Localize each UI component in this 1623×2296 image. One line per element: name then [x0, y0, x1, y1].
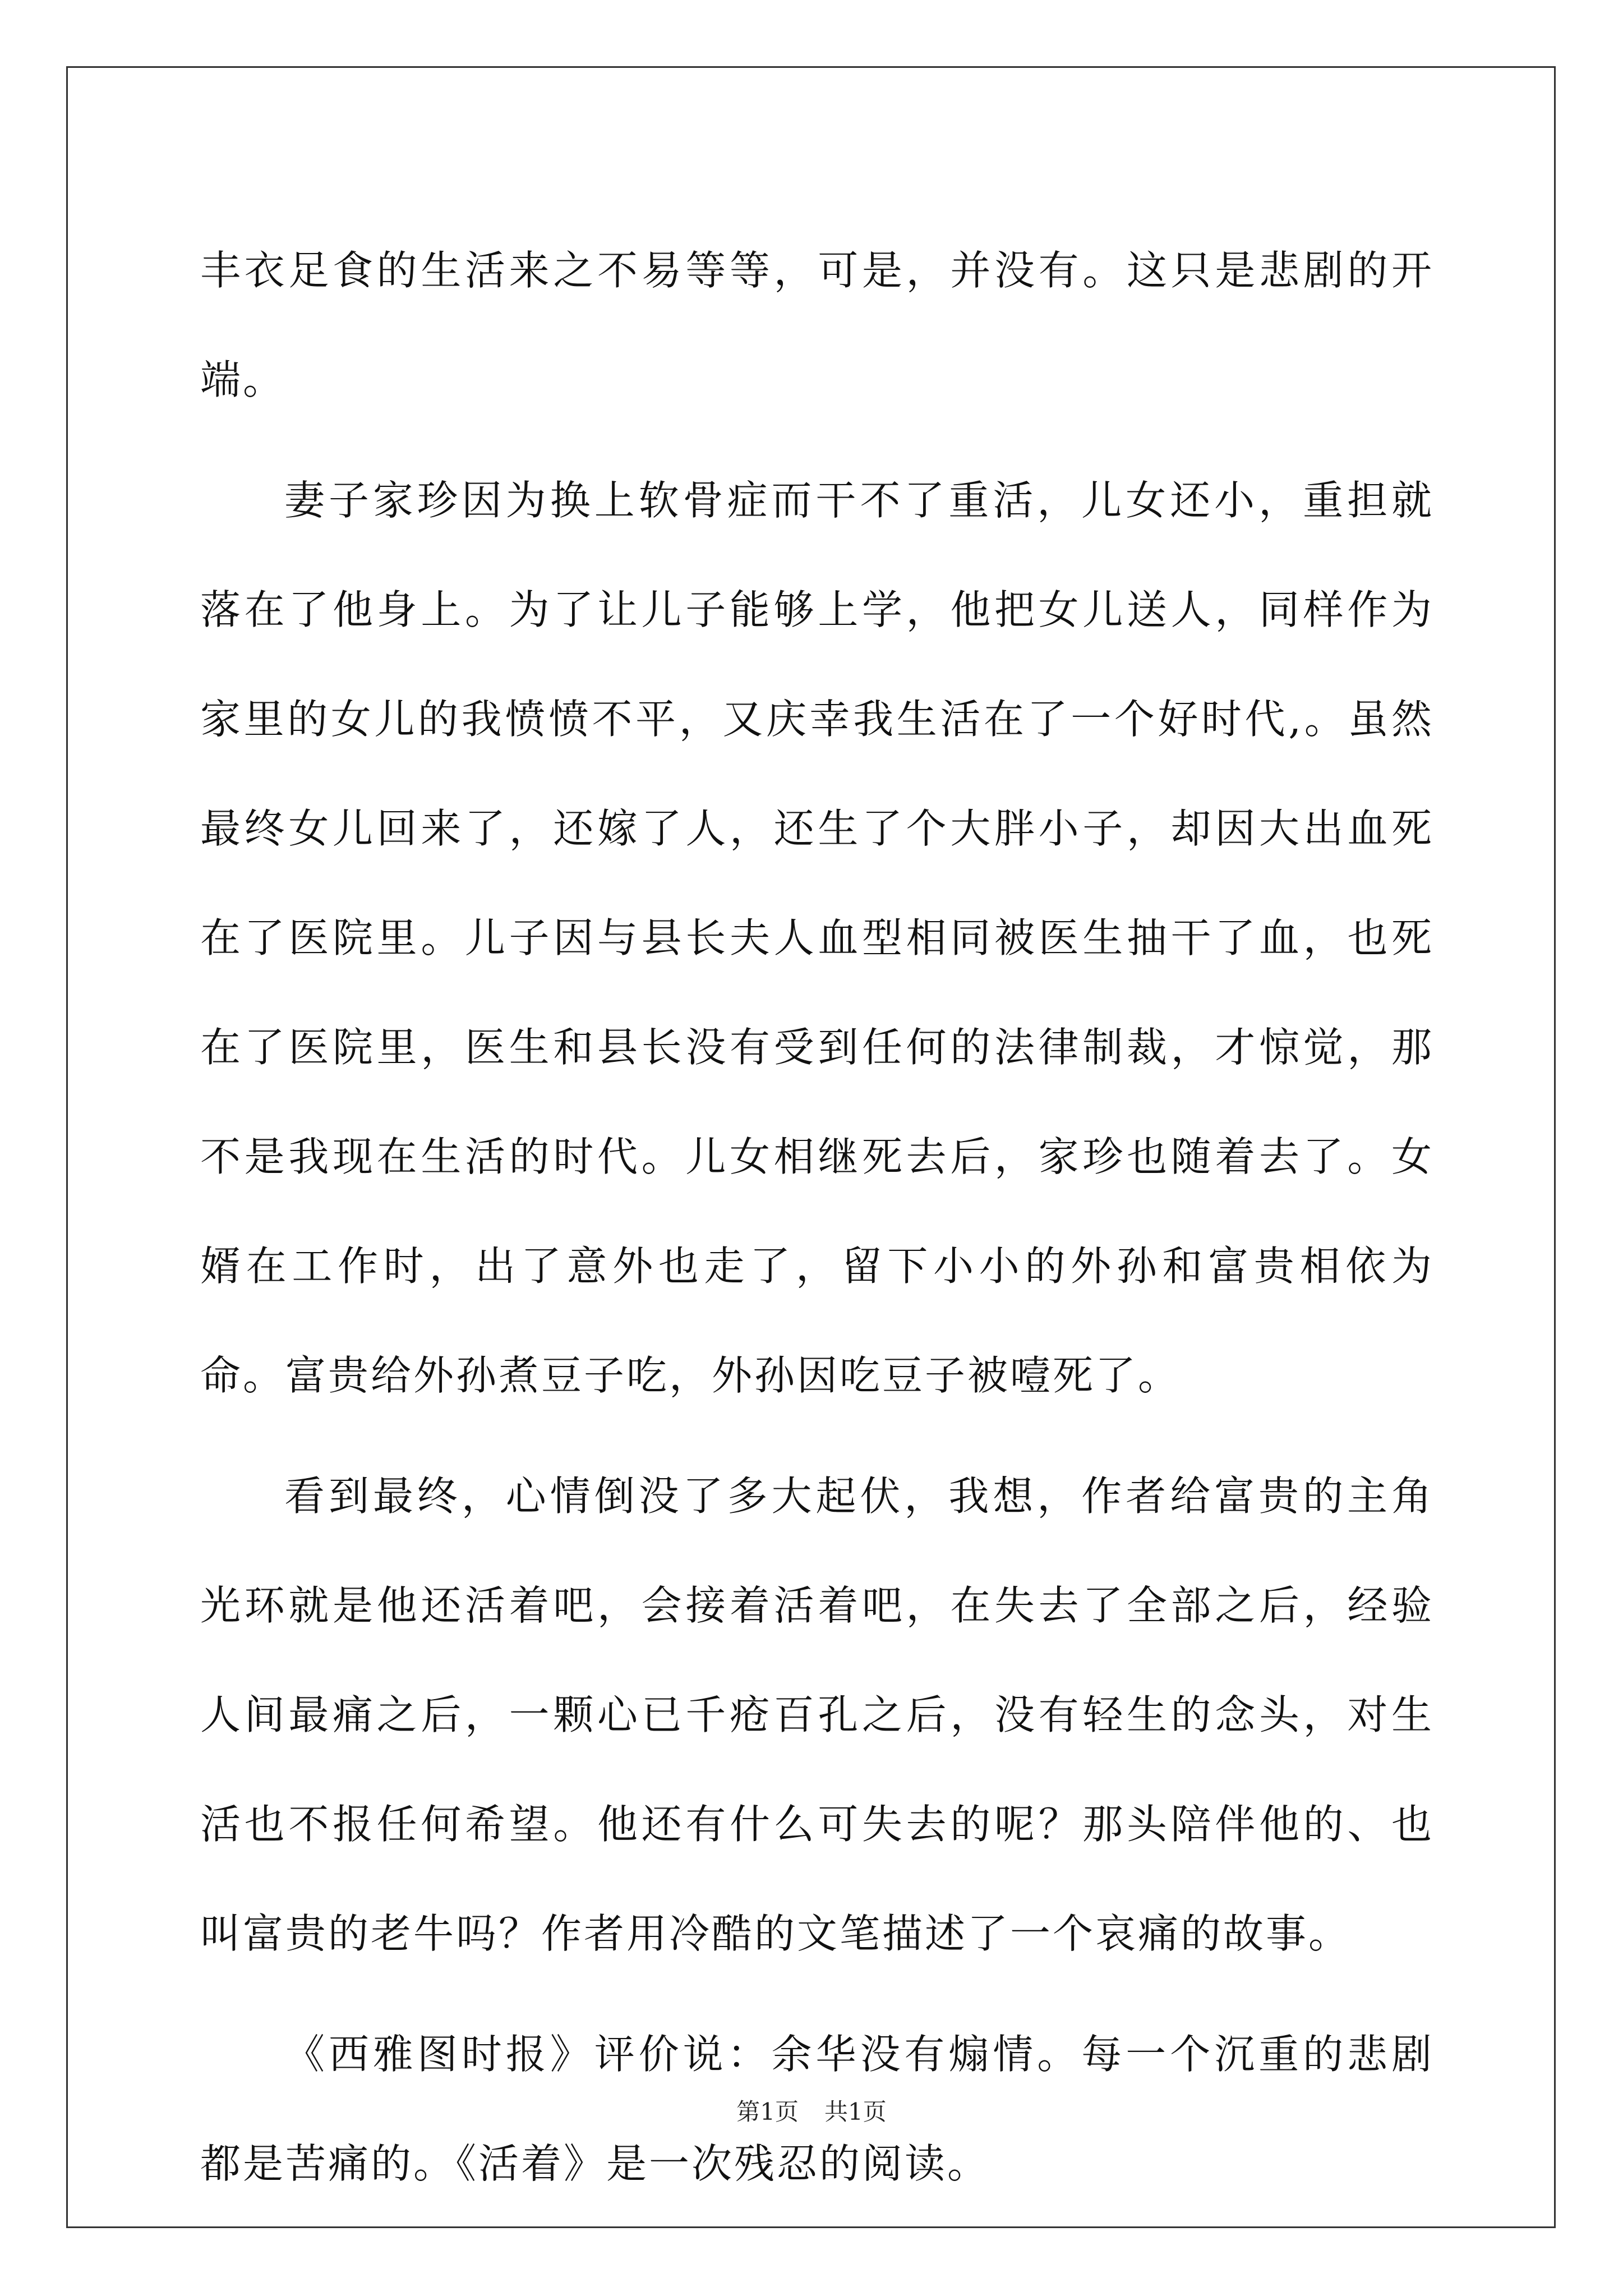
paragraph-2: 妻子家珍因为换上软骨症而干不了重活，儿女还小，重担就落在了他身上。为了让儿子能够上学，他把女儿送人，同样作为家里的女儿的我愤愤不平，又庆幸我生活在了一个好时代,。虽然最终女儿回来了，还嫁了人，还生了个大胖小子，却因大出血死在了医院里。儿子因与县长夫人血型相同被医生抽干了血，也死在了医院里，医生和县长没有受到任何的法律制裁，才惊觉，那不是我现在生活的时代。儿女相继死去后，家珍也随着去了。女婿在工作时，出了意外也走了，留下小小的外孙和富贵相依为命。富贵给外孙煮豆子吃，外孙因吃豆子被噎死了。: [200, 477, 1434, 1399]
paragraph-1: 丰衣足食的生活来之不易等等，可是，并没有。这只是悲剧的开端。: [200, 247, 1434, 403]
document-body: [200, 216, 1434, 2230]
page-total: 共1页: [824, 2098, 887, 2125]
paragraph-4: 《西雅图时报》评价说：余华没有煽情。每一个沉重的悲剧都是苦痛的。《活着》是一次残忍的阅读。: [200, 2031, 1434, 2187]
paragraph-3: 看到最终，心情倒没了多大起伏，我想，作者给富贵的主角光环就是他还活着吧，会接着活着吧，在失去了全部之后，经验人间最痛之后，一颗心已千疮百孔之后，没有轻生的念头，对生活也不报任何希望。他还有什么可失去的呢？那头陪伴他的、也叫富贵的老牛吗？作者用冷酷的文笔描述了一个哀痛的故事。: [200, 1473, 1434, 1957]
page-number: 第1页: [736, 2098, 799, 2125]
page-footer: [0, 2098, 1623, 2126]
